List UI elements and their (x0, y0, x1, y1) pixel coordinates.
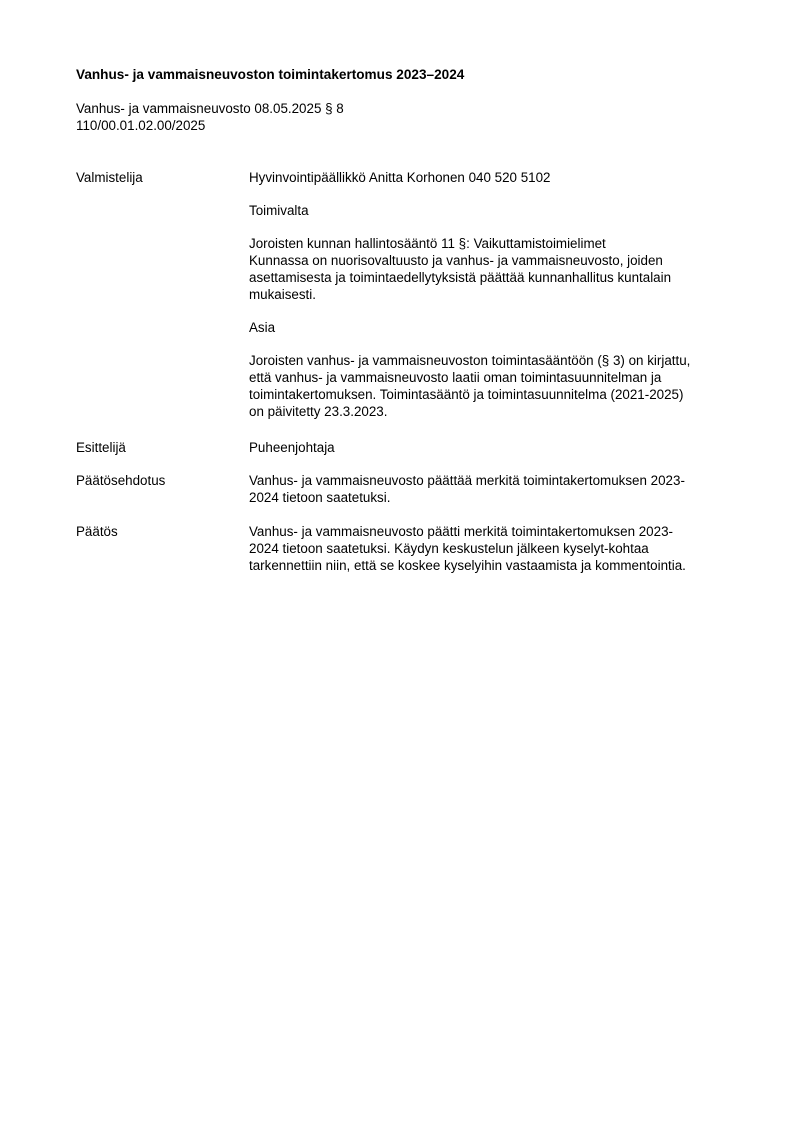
valmistelija-label: Valmistelija (76, 170, 143, 185)
paatos-label: Päätös (76, 524, 118, 539)
paragraph-line: Kunnassa on nuorisovaltuusto ja vanhus- ja vammaisneuvosto, joiden (249, 253, 663, 268)
section-heading-toimivalta: Toimivalta (249, 203, 309, 218)
paragraph-line: asettamisesta ja toimintaedellytyksistä päättää kunnanhallitus kuntalain (249, 270, 672, 285)
toimivalta-paragraph (249, 235, 749, 303)
paragraph-line: Vanhus- ja vammaisneuvosto päättää merkitä toimintakertomuksen 2023- (249, 473, 685, 488)
paragraph-line: on päivitetty 23.3.2023. (249, 404, 388, 419)
paragraph-line: tarkennettiin niin, että se koskee kyselyihin vastaamista ja kommentointia. (249, 558, 686, 573)
paragraph-line: Vanhus- ja vammaisneuvosto päätti merkitä toimintakertomuksen 2023- (249, 524, 673, 539)
paragraph-line: Joroisten kunnan hallintosääntö 11 §: Vaikuttamistoimielimet (249, 236, 606, 251)
valmistelija-content (249, 169, 749, 420)
paatosehdotus-label: Päätösehdotus (76, 473, 166, 488)
paragraph-line: Joroisten vanhus- ja vammaisneuvoston toimintasääntöön (§ 3) on kirjattu, (249, 353, 691, 368)
case-number: 110/00.01.02.00/2025 (76, 118, 206, 133)
meeting-reference: Vanhus- ja vammaisneuvosto 08.05.2025 § 8 (76, 101, 344, 116)
meeting-meta (76, 100, 344, 134)
paatos-content (249, 523, 749, 574)
paragraph-line: 2024 tietoon saatetuksi. Käydyn keskustelun jälkeen kyselyt-kohtaa (249, 541, 649, 556)
asia-paragraph (249, 352, 749, 420)
section-heading-asia: Asia (249, 320, 276, 335)
esittelija-label: Esittelijä (76, 440, 126, 455)
document-title: Vanhus- ja vammaisneuvoston toimintakertomus 2023–2024 (76, 67, 465, 82)
paatosehdotus-content (249, 472, 749, 506)
esittelija-value: Puheenjohtaja (249, 440, 335, 455)
paragraph-line: 2024 tietoon saatetuksi. (249, 490, 391, 505)
paragraph-line: että vanhus- ja vammaisneuvosto laatii oman toimintasuunnitelman ja (249, 370, 662, 385)
preparer-info: Hyvinvointipäällikkö Anitta Korhonen 040 520 5102 (249, 170, 551, 185)
paragraph-line: mukaisesti. (249, 287, 316, 302)
paragraph-line: toimintakertomuksen. Toimintasääntö ja toimintasuunnitelma (2021-2025) (249, 387, 684, 402)
